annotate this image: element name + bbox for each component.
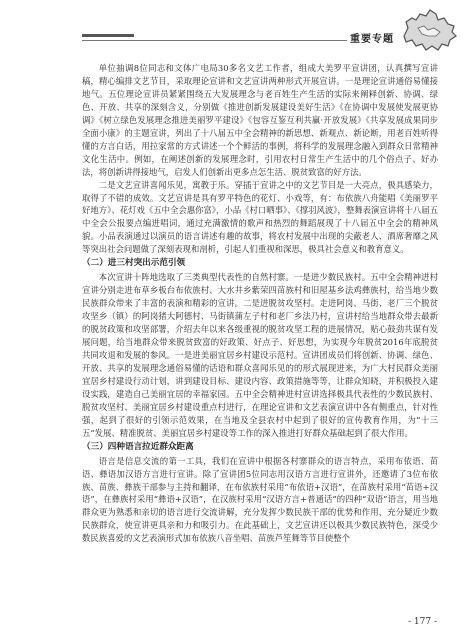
paragraph: 单位抽调8位同志和文体广电局30多名文艺工作者，组成大美罗平宣讲团，认真撰写宣讲稿，精心编排文艺节目，采取理论宣讲和文艺宣讲两种形式开展宣讲。一是理论宣讲通俗易懂接地气。五位理论宣讲员紧紧围绕五大发展理念与老百姓生产生活的实际来阐释创新、协调、绿色、开放、共享的深刻含义，分别做《推进创新发展建设美好生活》《在协调中发展使发展更协调》《树立绿色发展理念推进美丽罗平建设》《包容互鉴互利共赢·开放发展》《共享发展成果同步全面小康》的主题宣讲，列出了十八届五中全会精神的新思想、新观点、新论断，用老百姓听得懂的方言白话，用拉家常的方式讲述一个个鲜活的事例，将科学的发展理念融入到群众日常精神文化生活中。例如，在阐述创新的发展理念时，引用农村日常生产生活中的几个俗点子、好办法，将创新讲得接地气，启发人们创新出更多点怎生活、脱贫致富的好方法。 [82,63,438,177]
header-accent-bar [82,34,134,37]
paragraph: 语言是信息交流的第一工具，我们在宣讲中根据各村寨群众的语言特点，采用布依语、苗语、彝语加汉语方言进行宣讲。除了宣讲团5位同志用汉语方言进行宣讲外，还邀请了3位布依族、苗族、彝族干部参与主持和翻译，在布依族村采用“布依语+汉语”，在苗族村采用“苗语+汉语”，在彝族村采用“彝语+汉语”，在汉族村采用“汉语方言+普通话”的四种“双语”语言，用当地群众更为熟悉和亲切的语言进行交流讲解，充分发挥少数民族干部的优势和作用，充分疑近少数民族群众，使宣讲更具亲和力和吸引力。在此基础上，文艺宣讲还以极具少数民族特色，深受少数民族喜爱的文艺表演形式加布依族八音坐唱、苗族芦笙舞等节目使整个 [82,455,438,544]
subheading: （三）四种语言拉近群众距离 [82,441,194,452]
page-header [0,0,471,56]
paragraph: 二是文艺宣讲喜闻乐见，寓教于乐。穿插于宣讲之中的文艺节目是一大亮点，极具感染力，取得了不错的成效。文艺宣讲是具有罗平特色的花灯、小戏等，有：布依族八舟能唱《美丽罗平好地方》、花灯戏《五中全会惠你富》，小品《村口晒事》、《撑羽风波》，整舞表演宣讲将十八届五中全会公报要点编进唱词，通过充满激情的歌声和热烈的舞蹈展现了十八届五中全会的精神风貌。小品表演通过以演员的语言讲述有趣的故事，将农村发展中出现的尖蔽老人、酒席奢靡之风等突出社会问题做了深刻表现和剖析，引起人们重视和深思，极具社会意义和教育意义。 [82,179,438,255]
header-rule [82,40,347,41]
paragraph: 本次宣讲十阵地选取了三类典型代表性的自然村寨。一是进少数民族村。五中全会精神进村宣讲分别走进布草乡板台布依族村、大水井乡紫荣四苗族村和旧屋基乡法鸡彝族村，给当地少数民族群众带来了丰富的表演和精彩的宣讲。二是进脱贫攻坚村。走进阿岗、马街、老厂三个脱贫攻坚乡（镇）的阿岗猪大阿德村、马街镇蒲左子村和老厂乡法乃村，宣讲村给当地群众带去最新的脱贫政策和攻坚部署，介绍去年以来各级重视的脱贫攻坚工程的进展情况，贴心鼓劲共谋有发展问题，给当地群众带来脱贫致富的好政策、好点子、好思想，为实现今年脱贫2016年底脱贫共同攻退和发展的参风。一是进美丽宜居乡村建设示范村。宣讲团成员们将创新、协调、绿色、开放、共享的发展理念通俗易懂的话语和群众喜闻乐见的的形式展现进来，为广大村民群众美丽宜居乡村建设行动计划，讲到建设目标、建设内容、政策措施等等，让群众知晓，并积极投入建设实践，建造自己美丽宜居的幸福家园。五中全会精神进村宣讲选择极具代表性的少数民族村、脱贫攻坚村、美丽宜居乡村建设重点村进行，在理论宣讲和文艺表演宣讲中各有侧重点，针对性强，起到了很好的引领示范效果，在当地及全县农村中起到了很好的宣传教育作用，为“十三五”发展、精准脱贫、美丽宜居乡村建设等工作的深入推进打好群众基础起到了很大作用。 [82,272,438,438]
map-silhouette-icon [398,6,460,54]
page-number: - 177 - [408,617,437,627]
section-tag: 重要专题 [350,34,394,45]
article-body [82,62,438,545]
subheading: （二）进三村突出示范引领 [82,258,186,269]
